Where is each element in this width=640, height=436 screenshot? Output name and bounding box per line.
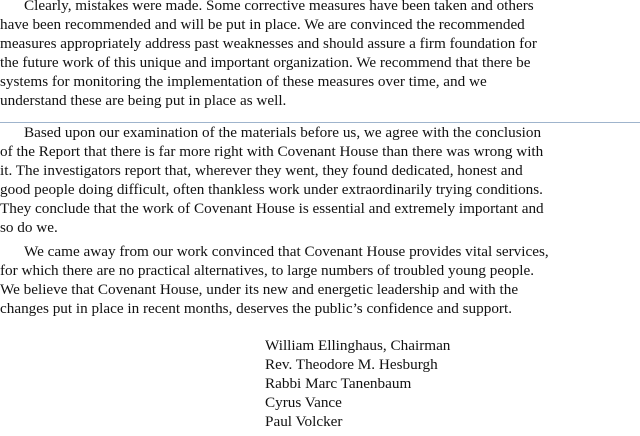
- paragraph-vital-services: [0, 242, 640, 318]
- paragraph-line: changes put in place in recent months, deserves the public’s confidence and support.: [0, 300, 512, 317]
- signatory-name: Rabbi Marc Tanenbaum: [265, 375, 412, 392]
- paragraph-line: We believe that Covenant House, under its new and energetic leadership and with the: [0, 281, 519, 298]
- paragraph-line: the future work of this unique and important organization. We recommend that there be: [0, 54, 531, 71]
- paragraph-corrective-measures: [0, 0, 640, 110]
- paragraph-line: We came away from our work convinced that Covenant House provides vital services,: [24, 243, 549, 260]
- paragraph-line: good people doing difficult, often thankless work under extraordinarily trying conditions.: [0, 181, 543, 198]
- paragraph-line: understand these are being put in place as well.: [0, 92, 287, 109]
- paragraph-line: measures appropriately address past weaknesses and should assure a firm foundation for: [0, 35, 537, 52]
- paragraph-conclusion: [0, 123, 640, 237]
- paragraph-line: They conclude that the work of Covenant House is essential and extremely important and: [0, 200, 544, 217]
- signatory-name: Paul Volcker: [265, 413, 343, 430]
- signatory-list: [265, 336, 450, 431]
- paragraph-line: systems for monitoring the implementation of these measures over time, and we: [0, 73, 487, 90]
- paragraph-line: it. The investigators report that, wherever they went, they found dedicated, honest and: [0, 162, 523, 179]
- signatory-name: Rev. Theodore M. Hesburgh: [265, 356, 438, 373]
- paragraph-line: have been recommended and will be put in place. We are convinced the recommended: [0, 16, 525, 33]
- paragraph-line: for which there are no practical alternatives, to large numbers of troubled young people.: [0, 262, 535, 279]
- paragraph-line: so do we.: [0, 219, 58, 236]
- paragraph-line: Clearly, mistakes were made. Some corrective measures have been taken and others: [24, 0, 534, 14]
- signatory-name: Cyrus Vance: [265, 394, 342, 411]
- paragraph-line: Based upon our examination of the materials before us, we agree with the conclusion: [24, 124, 542, 141]
- signatory-name: William Ellinghaus, Chairman: [265, 337, 451, 354]
- paragraph-line: of the Report that there is far more right with Covenant House than there was wrong with: [0, 143, 544, 160]
